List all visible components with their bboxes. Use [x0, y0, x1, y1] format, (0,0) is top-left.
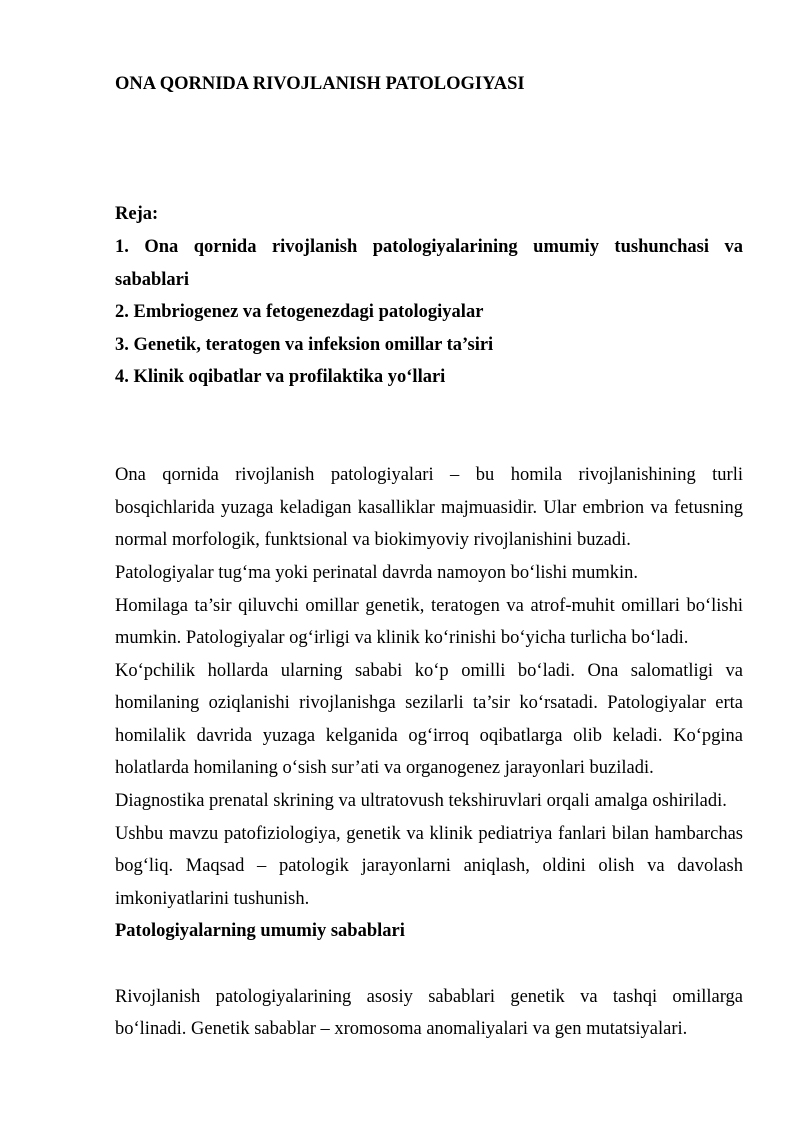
spacer: [115, 948, 743, 981]
paragraph-5: Diagnostika prenatal skrining va ultratovush tekshiruvlari orqali amalga oshiriladi.: [115, 791, 727, 812]
paragraph-4: Koʻpchilik hollarda ularning sababi koʻp omilli boʻladi. Ona salomatligi va homilaning oziqlanishi rivojlanishga sezilarli ta’sir koʻrsatadi. Patologiyalar erta homilalik davrida yuzaga kelganida ogʻirroq oqibatlarga olib keladi. Koʻpgina holatlarda homilaning oʻsish sur’ati va organogenez jarayonlari buziladi.: [115, 660, 743, 779]
plan-item-4: 4. Klinik oqibatlar va profilaktika yoʻllari: [115, 367, 446, 388]
paragraph-2: Patologiyalar tugʻma yoki perinatal davrda namoyon boʻlishi mumkin.: [115, 562, 639, 583]
plan-item-1: 1. Ona qornida rivojlanish patologiyalarining umumiy tushunchasi va sabablari: [115, 236, 743, 290]
paragraph-6: Ushbu mavzu patofiziologiya, genetik va klinik pediatriya fanlari bilan hambarchas bogʻliq. Maqsad – patologik jarayonlarni aniqlash, oldini olish va davolash imkoniyatlarini tushunish.: [115, 823, 743, 909]
spacer: [115, 394, 743, 459]
section-heading: Patologiyalarning umumiy sabablari: [115, 921, 405, 942]
plan-heading: Reja:: [115, 204, 159, 225]
paragraph-3: Homilaga ta’sir qiluvchi omillar genetik, teratogen va atrof-muhit omillari boʻlishi mumkin. Patologiyalar ogʻirligi va klinik koʻrinishi boʻyicha turlicha boʻladi.: [115, 595, 743, 649]
plan-item-3: 3. Genetik, teratogen va infeksion omillar ta’siri: [115, 334, 494, 355]
paragraph-1: Ona qornida rivojlanish patologiyalari – bu homila rivojlanishining turli bosqichlarida yuzaga keladigan kasalliklar majmuasidir. Ular embrion va fetusning normal morfologik, funktsional va biokimyoviy rivojlanishini buzadi.: [115, 465, 743, 551]
page-title: ONA QORNIDA RIVOJLANISH PATOLOGIYASI: [115, 74, 525, 94]
spacer: [115, 101, 743, 199]
plan-item-2: 2. Embriogenez va fetogenezdagi patologiyalar: [115, 302, 484, 323]
paragraph-7: Rivojlanish patologiyalarining asosiy sabablari genetik va tashqi omillarga boʻlinadi. Genetik sabablar – xromosoma anomaliyalari va gen mutatsiyalari.: [115, 986, 743, 1040]
